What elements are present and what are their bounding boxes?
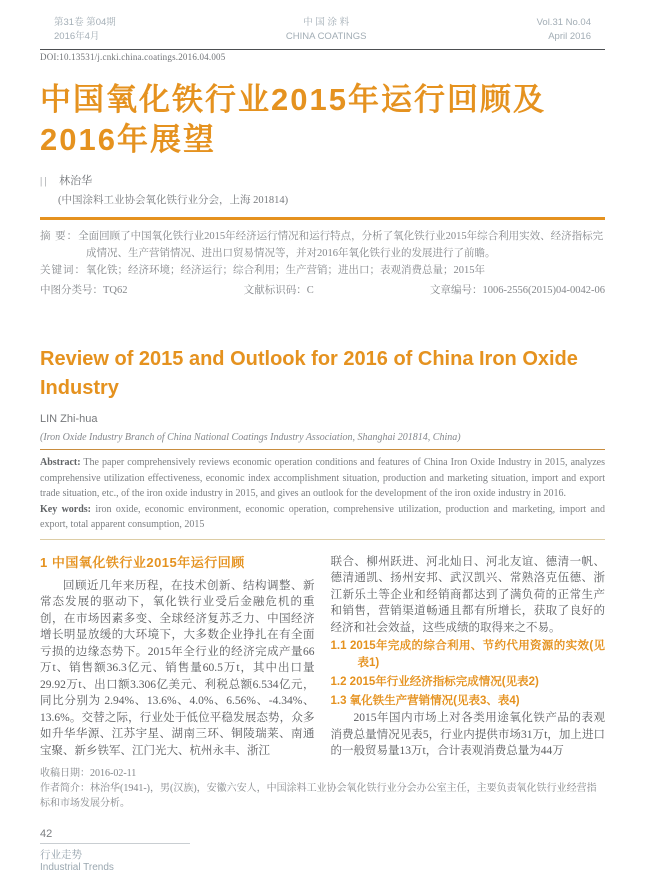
classification-row bbox=[40, 282, 605, 299]
column-name-en: Industrial Trends bbox=[40, 862, 114, 873]
body-column-left bbox=[40, 554, 315, 760]
issue-date-en: April 2016 bbox=[548, 31, 591, 42]
author-bio-line bbox=[40, 781, 605, 811]
paragraph-1-right: 联合、柳州跃进、河北灿日、河北友谊、德清一帆、德清通凯、扬州安邦、武汉凯兴、常熟洛克伍德、浙江新乐土等企业和经销商都达到了满负荷的正常生产和销售，营销渠道畅通且都有所增长，获取了良好的经济和社会效益，这些成绩的取得来之不易。 bbox=[330, 555, 605, 634]
bio-label: 作者简介： bbox=[40, 783, 90, 794]
abstract-cn bbox=[40, 228, 605, 262]
author-line-cn bbox=[40, 172, 605, 188]
clc-label: 中图分类号： bbox=[40, 285, 103, 296]
body-column-right bbox=[331, 554, 606, 760]
page-footer bbox=[40, 828, 190, 873]
received-label: 收稿日期： bbox=[40, 768, 90, 779]
issue-volume-cn: 第31卷 第04期 bbox=[54, 17, 116, 28]
doi-line: DOI:10.13531/j.cnki.china.coatings.2016.04.005 bbox=[40, 52, 226, 62]
abstract-top-rule bbox=[40, 217, 605, 220]
footnote-block bbox=[40, 766, 605, 811]
abstract-en-top-rule bbox=[40, 449, 605, 450]
issue-volume-en: Vol.31 No.04 bbox=[536, 17, 591, 28]
doc-code-value: C bbox=[306, 285, 314, 296]
doc-code-item bbox=[244, 282, 314, 299]
column-name-cn: 行业走势 bbox=[40, 850, 82, 861]
issue-date-cn: 2016年4月 bbox=[54, 31, 100, 42]
paragraph-1-left: 回顾近几年来历程，在技术创新、结构调整、新常态发展的驱动下，氧化铁行业受后金融危机的重创，在市场因素多变、全球经济复苏乏力、中国经济增长明显放缓的大环境下，大多数企业挣扎在有全面亏损的边缘态势下。2015年全行业的经济完成产量66万t、销售额36.3亿元、销售量60.5万t，其中出口量29.92万t、出口额3.306亿美元、利税总额6.534亿元，同比分别为 2.94%、13.6%、4.0%、6.56%、-4.34%、13.6%。交替之际，行业处于低位平稳发展态势，众多如升华华源、江苏宇星、湖南三环、铜陵瑞莱、南通宝聚、新乡铁军、江门光大、杭州永丰、浙江 bbox=[40, 579, 315, 757]
article-id-value: 1006-2556(2015)04-0042-06 bbox=[482, 285, 605, 296]
journal-name bbox=[286, 16, 367, 44]
clc-item bbox=[40, 282, 128, 299]
keywords-label-en: Key words: bbox=[40, 503, 92, 515]
keywords-text-cn: 氧化铁；经济环境；经济运行；综合利用；生产营销；进出口；表观消费总量；2015年 bbox=[86, 265, 485, 276]
article-id-label: 文章编号： bbox=[430, 285, 483, 296]
abstract-label-en: Abstract: bbox=[40, 457, 81, 468]
received-value: 2016-02-11 bbox=[90, 768, 137, 779]
author-name-cn: 林治华 bbox=[59, 175, 93, 187]
keywords-text-en: iron oxide, economic environment, economic operation, comprehensive utilization, production and marketing, import and export, total apparent consumption, 2015 bbox=[40, 503, 605, 530]
issue-info-en bbox=[537, 16, 591, 44]
author-marker: || bbox=[40, 175, 49, 187]
abstract-text-en: The paper comprehensively reviews economic operation conditions and features of China Iron Oxide Industry in 2015, analyzes comprehensive utilization effectiveness, economic index accomplishment situation, production and marketing situation, import and export trade situation, etc., of the iron oxide industry in 2015, and gives an outlook for the development of the iron oxide industry in 2016. bbox=[40, 457, 605, 499]
header-divider bbox=[40, 49, 605, 50]
paragraph-2-right: 2015年国内市场上对各类用途氧化铁产品的表观消费总量情况见表5，行业内提供市场31万t，加上进口的一般贸易量13万t，合计表观消费总量为44万 bbox=[330, 712, 605, 757]
subsection-1-2-heading: 1.2 2015年行业经济指标完成情况(见表2) bbox=[330, 676, 539, 688]
footer-divider bbox=[40, 843, 190, 844]
affiliation-cn: (中国涂料工业协会氧化铁行业分会，上海 201814) bbox=[58, 195, 289, 206]
journal-header bbox=[40, 16, 605, 44]
author-name-en: LIN Zhi-hua bbox=[40, 413, 98, 425]
subsection-1-1-heading: 1.1 2015年完成的综合利用、节约代用资源的实效(见表1) bbox=[330, 640, 605, 669]
article-title-cn: 中国氧化铁行业2015年运行回顾及2016年展望 bbox=[40, 82, 546, 157]
abstract-block-en bbox=[40, 455, 605, 533]
abstract-block-cn bbox=[40, 228, 605, 299]
affiliation-en: (Iron Oxide Industry Branch of China National Coatings Industry Association, Shanghai 201814, China) bbox=[40, 432, 461, 443]
article-title-en: Review of 2015 and Outlook for 2016 of China Iron Oxide Industry bbox=[40, 348, 578, 399]
journal-name-en: CHINA COATINGS bbox=[285, 31, 367, 42]
keywords-label-cn: 关键词： bbox=[40, 265, 86, 276]
abstract-label-cn: 摘 要： bbox=[40, 231, 79, 242]
section-1-heading: 1 中国氧化铁行业2015年运行回顾 bbox=[40, 554, 245, 570]
issue-info-cn bbox=[54, 16, 116, 44]
journal-name-cn: 中 国 涂 料 bbox=[303, 17, 350, 28]
abstract-en-bottom-rule bbox=[40, 539, 605, 540]
article-id-item bbox=[430, 282, 605, 299]
abstract-text-cn: 全面回顾了中国氧化铁行业2015年经济运行情况和运行特点，分析了氧化铁行业2015年综合利用实效、经济指标完成情况、生产营销情况、进出口贸易情况等，并对2016年氧化铁行业的发展进行了前瞻。 bbox=[78, 231, 604, 259]
doc-code-label: 文献标识码： bbox=[243, 285, 307, 296]
body-columns bbox=[40, 554, 605, 760]
clc-value: TQ62 bbox=[103, 285, 128, 296]
subsection-1-3-heading: 1.3 氧化铁生产营销情况(见表3、表4) bbox=[330, 695, 520, 707]
received-date-line bbox=[40, 766, 605, 781]
page-number: 42 bbox=[40, 828, 53, 840]
bio-value: 林治华(1941-)，男(汉族)，安徽六安人，中国涂料工业协会氧化铁行业分会办公室主任，主要负责氧化铁行业经营指标和市场发展分析。 bbox=[40, 783, 597, 809]
keywords-cn bbox=[40, 262, 605, 279]
